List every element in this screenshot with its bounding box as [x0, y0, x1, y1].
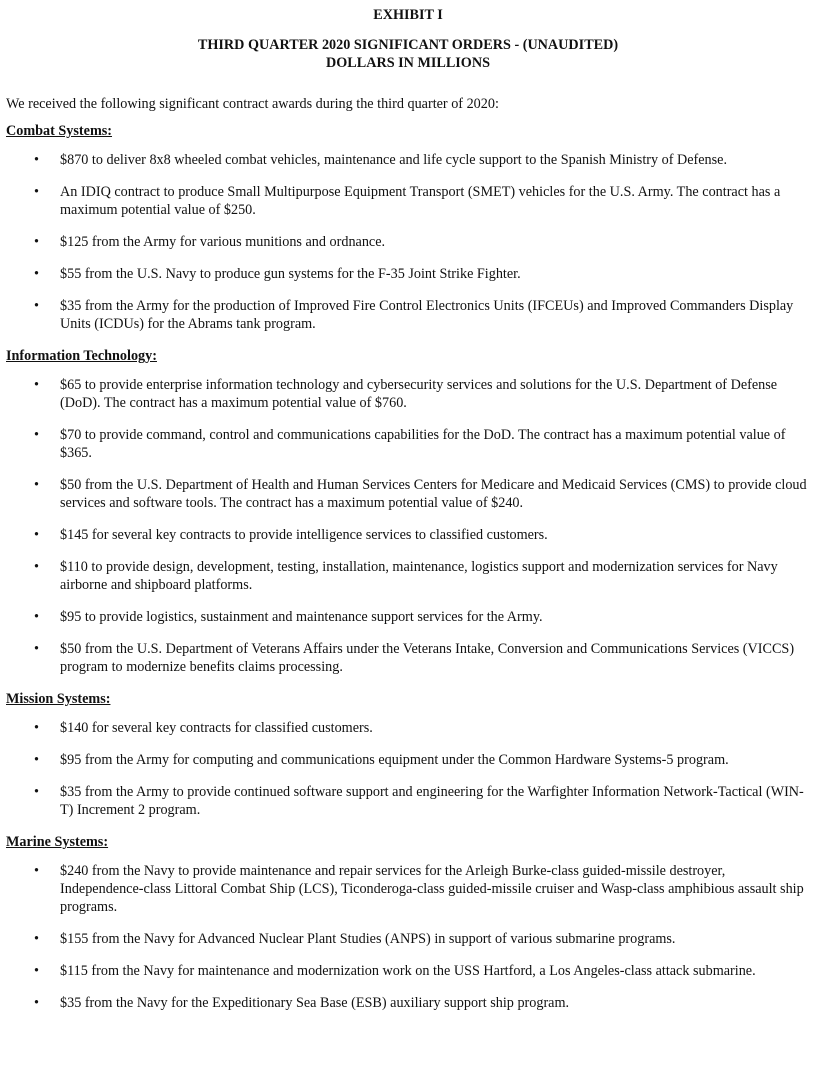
list-item	[6, 751, 810, 769]
list-item	[6, 994, 810, 1012]
list-item-text: $240 from the Navy to provide maintenance and repair services for the Arleigh Burke-class guided-missile destroyer, Independence-class Littoral Combat Ship (LCS), Ticonderoga-class guided-missile cruiser and Wasp-class amphibious assault ship programs.	[60, 863, 804, 915]
bullet-icon: •	[34, 152, 39, 168]
contract-list	[6, 376, 810, 676]
list-item-text: $110 to provide design, development, testing, installation, maintenance, logistics support and modernization services for Navy airborne and shipboard platforms.	[60, 559, 778, 593]
bullet-icon: •	[34, 298, 39, 314]
list-item-text: $35 from the Army for the production of Improved Fire Control Electronics Units (IFCEUs) and Improved Commanders Display Units (ICDUs) for the Abrams tank program.	[60, 298, 794, 332]
list-item	[6, 476, 810, 512]
list-item-text: $50 from the U.S. Department of Veterans Affairs under the Veterans Intake, Conversion and Communications Services (VICCS) program to modernize benefits claims processing.	[60, 641, 795, 675]
bullet-icon: •	[34, 559, 39, 575]
section-title: Marine Systems:	[6, 834, 109, 850]
bullet-icon: •	[34, 477, 39, 493]
list-item-text: $35 from the Navy for the Expeditionary Sea Base (ESB) auxiliary support ship program.	[60, 995, 570, 1011]
bullet-icon: •	[34, 266, 39, 282]
bullet-icon: •	[34, 609, 39, 625]
list-item	[6, 183, 810, 219]
document-header	[6, 6, 810, 72]
list-item	[6, 426, 810, 462]
section-title: Combat Systems:	[6, 123, 113, 139]
sections-container	[6, 122, 810, 1012]
contract-list	[6, 719, 810, 819]
bullet-icon: •	[34, 995, 39, 1011]
section-title: Information Technology:	[6, 348, 157, 364]
list-item	[6, 233, 810, 251]
contract-list	[6, 862, 810, 1012]
section-title: Mission Systems:	[6, 691, 111, 707]
list-item-text: $155 from the Navy for Advanced Nuclear Plant Studies (ANPS) in support of various submarine programs.	[60, 931, 676, 947]
contract-list	[6, 151, 810, 333]
list-item	[6, 151, 810, 169]
bullet-icon: •	[34, 641, 39, 657]
section-marine-systems	[6, 833, 810, 1012]
list-item	[6, 719, 810, 737]
section-mission-systems	[6, 690, 810, 819]
document-subtitle: DOLLARS IN MILLIONS	[326, 55, 490, 71]
section-combat-systems	[6, 122, 810, 333]
list-item	[6, 376, 810, 412]
list-item	[6, 558, 810, 594]
list-item-text: $115 from the Navy for maintenance and modernization work on the USS Hartford, a Los Angeles-class attack submarine.	[60, 963, 756, 979]
list-item-text: $95 to provide logistics, sustainment and maintenance support services for the Army.	[60, 609, 543, 625]
bullet-icon: •	[34, 377, 39, 393]
list-item-text: $145 for several key contracts to provide intelligence services to classified customers.	[60, 527, 548, 543]
list-item-text: $95 from the Army for computing and communications equipment under the Common Hardware Systems-5 program.	[60, 752, 729, 768]
bullet-icon: •	[34, 527, 39, 543]
list-item	[6, 526, 810, 544]
bullet-icon: •	[34, 752, 39, 768]
list-item	[6, 608, 810, 626]
list-item-text: $35 from the Army to provide continued software support and engineering for the Warfighter Information Network-Tactical (WIN-T) Increment 2 program.	[60, 784, 804, 818]
list-item-text: $65 to provide enterprise information technology and cybersecurity services and solutions for the U.S. Department of Defense (DoD). The contract has a maximum potential value of $760.	[60, 377, 778, 411]
list-item-text: $870 to deliver 8x8 wheeled combat vehicles, maintenance and life cycle support to the Spanish Ministry of Defense.	[60, 152, 728, 168]
intro-paragraph: We received the following significant contract awards during the third quarter of 2020:	[6, 96, 499, 112]
bullet-icon: •	[34, 720, 39, 736]
bullet-icon: •	[34, 931, 39, 947]
list-item	[6, 930, 810, 948]
list-item-text: $70 to provide command, control and communications capabilities for the DoD. The contract has a maximum potential value of $365.	[60, 427, 786, 461]
list-item	[6, 297, 810, 333]
list-item	[6, 783, 810, 819]
list-item-text: An IDIQ contract to produce Small Multipurpose Equipment Transport (SMET) vehicles for the U.S. Army. The contract has a maximum potential value of $250.	[60, 184, 781, 218]
list-item-text: $125 from the Army for various munitions and ordnance.	[60, 234, 386, 250]
bullet-icon: •	[34, 184, 39, 200]
list-item	[6, 640, 810, 676]
list-item-text: $55 from the U.S. Navy to produce gun systems for the F-35 Joint Strike Fighter.	[60, 266, 521, 282]
list-item	[6, 962, 810, 980]
list-item-text: $50 from the U.S. Department of Health and Human Services Centers for Medicare and Medicaid Services (CMS) to provide cloud services and software tools. The contract has a maximum potential value of $240.	[60, 477, 807, 511]
list-item-text: $140 for several key contracts for classified customers.	[60, 720, 373, 736]
list-item	[6, 265, 810, 283]
section-information-technology	[6, 347, 810, 676]
bullet-icon: •	[34, 963, 39, 979]
bullet-icon: •	[34, 863, 39, 879]
exhibit-label: EXHIBIT I	[373, 7, 443, 23]
list-item	[6, 862, 810, 916]
bullet-icon: •	[34, 234, 39, 250]
bullet-icon: •	[34, 427, 39, 443]
document-title: THIRD QUARTER 2020 SIGNIFICANT ORDERS - (UNAUDITED)	[197, 37, 619, 53]
bullet-icon: •	[34, 784, 39, 800]
